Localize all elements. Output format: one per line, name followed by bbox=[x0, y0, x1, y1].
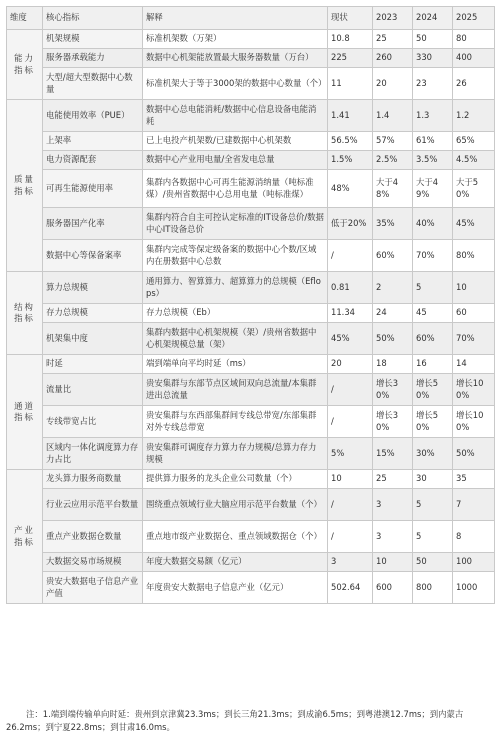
value-2025-cell: 65% bbox=[453, 132, 495, 151]
explanation-cell: 已上电投产机架数/已建数据中心机架数 bbox=[143, 132, 328, 151]
value-2024-cell: 330 bbox=[413, 49, 453, 68]
dimension-cell: 结构指标 bbox=[7, 272, 43, 355]
value-2023-cell: 大于48% bbox=[373, 170, 413, 208]
value-2023-cell: 18 bbox=[373, 355, 413, 374]
indicator-name-cell: 贵安大数据电子信息产业产值 bbox=[43, 572, 143, 604]
value-2025-cell: 大于50% bbox=[453, 170, 495, 208]
value-2024-cell: 70% bbox=[413, 240, 453, 272]
table-row bbox=[7, 30, 495, 49]
dimension-cell: 能力指标 bbox=[7, 30, 43, 100]
value-2025-cell: 增长100% bbox=[453, 406, 495, 438]
indicator-name-cell: 专线带宽占比 bbox=[43, 406, 143, 438]
value-2025-cell: 4.5% bbox=[453, 151, 495, 170]
value-2024-cell: 800 bbox=[413, 572, 453, 604]
value-2023-cell: 60% bbox=[373, 240, 413, 272]
value-2025-cell: 60 bbox=[453, 304, 495, 323]
value-2023-cell: 2 bbox=[373, 272, 413, 304]
value-2025-cell: 26 bbox=[453, 68, 495, 100]
metrics-table bbox=[6, 6, 495, 604]
explanation-cell: 集群内数据中心机架规模（架）/贵州省数据中心机架规模总量（架） bbox=[143, 323, 328, 355]
value-2023-cell: 260 bbox=[373, 49, 413, 68]
current-value-cell: 3 bbox=[328, 553, 373, 572]
current-value-cell: / bbox=[328, 521, 373, 553]
header-2025: 2025 bbox=[453, 7, 495, 30]
explanation-cell: 贵安集群与东部节点区域间双向总流量/本集群进出总流量 bbox=[143, 374, 328, 406]
indicator-name-cell: 可再生能源使用率 bbox=[43, 170, 143, 208]
value-2023-cell: 10 bbox=[373, 553, 413, 572]
current-value-cell: 1.41 bbox=[328, 100, 373, 132]
table-row bbox=[7, 304, 495, 323]
indicator-name-cell: 大型/超大型数据中心数量 bbox=[43, 68, 143, 100]
current-value-cell: 225 bbox=[328, 49, 373, 68]
explanation-cell: 贵安集群与东西部集群间专线总带宽/东部集群对外专线总带宽 bbox=[143, 406, 328, 438]
indicator-name-cell: 数据中心等保备案率 bbox=[43, 240, 143, 272]
indicator-name-cell: 算力总规模 bbox=[43, 272, 143, 304]
indicator-name-cell: 电能使用效率（PUE） bbox=[43, 100, 143, 132]
table-row bbox=[7, 100, 495, 132]
indicator-name-cell: 时延 bbox=[43, 355, 143, 374]
current-value-cell: 5% bbox=[328, 438, 373, 470]
value-2023-cell: 57% bbox=[373, 132, 413, 151]
value-2025-cell: 8 bbox=[453, 521, 495, 553]
dimension-cell: 通道指标 bbox=[7, 355, 43, 470]
explanation-cell: 数据中心总电能消耗/数据中心信息设备电能消耗 bbox=[143, 100, 328, 132]
indicator-name-cell: 服务器承载能力 bbox=[43, 49, 143, 68]
table-row bbox=[7, 355, 495, 374]
table-header-row bbox=[7, 7, 495, 30]
explanation-cell: 通用算力、智算算力、超算算力的总规模（Eflops） bbox=[143, 272, 328, 304]
value-2024-cell: 30 bbox=[413, 470, 453, 489]
table-row bbox=[7, 68, 495, 100]
current-value-cell: 45% bbox=[328, 323, 373, 355]
header-core-indicator: 核心指标 bbox=[43, 7, 143, 30]
header-2024: 2024 bbox=[413, 7, 453, 30]
value-2024-cell: 61% bbox=[413, 132, 453, 151]
table-row bbox=[7, 208, 495, 240]
table-row bbox=[7, 438, 495, 470]
table-row bbox=[7, 406, 495, 438]
value-2025-cell: 400 bbox=[453, 49, 495, 68]
value-2024-cell: 50 bbox=[413, 30, 453, 49]
value-2024-cell: 45 bbox=[413, 304, 453, 323]
value-2024-cell: 23 bbox=[413, 68, 453, 100]
explanation-cell: 贵安集群可调度存力算力存力规模/总算力存力规模 bbox=[143, 438, 328, 470]
current-value-cell: 20 bbox=[328, 355, 373, 374]
explanation-cell: 重点地市级产业数据仓、重点领域数据仓（个） bbox=[143, 521, 328, 553]
value-2024-cell: 3.5% bbox=[413, 151, 453, 170]
value-2024-cell: 60% bbox=[413, 323, 453, 355]
value-2024-cell: 大于49% bbox=[413, 170, 453, 208]
indicator-name-cell: 服务器国产化率 bbox=[43, 208, 143, 240]
value-2025-cell: 14 bbox=[453, 355, 495, 374]
current-value-cell: 11.34 bbox=[328, 304, 373, 323]
value-2025-cell: 50% bbox=[453, 438, 495, 470]
value-2025-cell: 10 bbox=[453, 272, 495, 304]
value-2024-cell: 5 bbox=[413, 272, 453, 304]
explanation-cell: 年度大数据交易额（亿元） bbox=[143, 553, 328, 572]
indicator-name-cell: 重点产业数据仓数量 bbox=[43, 521, 143, 553]
current-value-cell: / bbox=[328, 374, 373, 406]
current-value-cell: 低于20% bbox=[328, 208, 373, 240]
indicator-name-cell: 流量比 bbox=[43, 374, 143, 406]
value-2024-cell: 40% bbox=[413, 208, 453, 240]
indicator-name-cell: 机架集中度 bbox=[43, 323, 143, 355]
value-2024-cell: 50 bbox=[413, 553, 453, 572]
current-value-cell: 10.8 bbox=[328, 30, 373, 49]
header-current: 现状 bbox=[328, 7, 373, 30]
explanation-cell: 集群内完成等保定级备案的数据中心个数/区域内在册数据中心总数 bbox=[143, 240, 328, 272]
table-row bbox=[7, 49, 495, 68]
indicator-name-cell: 大数据交易市场规模 bbox=[43, 553, 143, 572]
current-value-cell: 502.64 bbox=[328, 572, 373, 604]
table-body bbox=[7, 30, 495, 604]
table-row bbox=[7, 521, 495, 553]
value-2025-cell: 70% bbox=[453, 323, 495, 355]
current-value-cell: 56.5% bbox=[328, 132, 373, 151]
indicator-name-cell: 机架规模 bbox=[43, 30, 143, 49]
value-2023-cell: 20 bbox=[373, 68, 413, 100]
value-2023-cell: 15% bbox=[373, 438, 413, 470]
footnote: 注：1.端到端传输单向时延：贵州到京津冀23.3ms；到长三角21.3ms；到成渝6.5ms；到粤港澳12.7ms；到内蒙古26.2ms；到宁夏22.8ms；到甘肃16.0ms。 bbox=[6, 709, 464, 732]
explanation-cell: 存力总规模（Eb） bbox=[143, 304, 328, 323]
current-value-cell: 48% bbox=[328, 170, 373, 208]
value-2023-cell: 3 bbox=[373, 521, 413, 553]
value-2025-cell: 1000 bbox=[453, 572, 495, 604]
value-2024-cell: 5 bbox=[413, 521, 453, 553]
current-value-cell: / bbox=[328, 406, 373, 438]
value-2025-cell: 80 bbox=[453, 30, 495, 49]
explanation-cell: 年度贵安大数据电子信息产业（亿元） bbox=[143, 572, 328, 604]
value-2023-cell: 1.4 bbox=[373, 100, 413, 132]
dimension-cell: 产业指标 bbox=[7, 470, 43, 604]
explanation-cell: 数据中心机架能放置最大服务器数量（万台） bbox=[143, 49, 328, 68]
dimension-cell: 质量指标 bbox=[7, 100, 43, 272]
current-value-cell: 11 bbox=[328, 68, 373, 100]
header-dimension: 维度 bbox=[7, 7, 43, 30]
indicator-name-cell: 电力资源配套 bbox=[43, 151, 143, 170]
value-2025-cell: 35 bbox=[453, 470, 495, 489]
explanation-cell: 集群内各数据中心可再生能源消纳量（吨标准煤）/贵州省数据中心总用电量（吨标准煤） bbox=[143, 170, 328, 208]
indicator-name-cell: 行业云应用示范平台数量 bbox=[43, 489, 143, 521]
value-2025-cell: 100 bbox=[453, 553, 495, 572]
value-2025-cell: 1.2 bbox=[453, 100, 495, 132]
table-row bbox=[7, 470, 495, 489]
explanation-cell: 数据中心产业用电量/全省发电总量 bbox=[143, 151, 328, 170]
value-2023-cell: 25 bbox=[373, 470, 413, 489]
current-value-cell: 0.81 bbox=[328, 272, 373, 304]
current-value-cell: / bbox=[328, 240, 373, 272]
value-2023-cell: 增长30% bbox=[373, 406, 413, 438]
value-2024-cell: 增长50% bbox=[413, 406, 453, 438]
value-2023-cell: 25 bbox=[373, 30, 413, 49]
table-row bbox=[7, 170, 495, 208]
table-row bbox=[7, 489, 495, 521]
value-2023-cell: 35% bbox=[373, 208, 413, 240]
table-row bbox=[7, 151, 495, 170]
table-row bbox=[7, 374, 495, 406]
current-value-cell: 10 bbox=[328, 470, 373, 489]
value-2023-cell: 50% bbox=[373, 323, 413, 355]
value-2024-cell: 增长50% bbox=[413, 374, 453, 406]
table-row bbox=[7, 572, 495, 604]
indicator-name-cell: 上架率 bbox=[43, 132, 143, 151]
explanation-cell: 提供算力服务的龙头企业公司数量（个） bbox=[143, 470, 328, 489]
indicator-name-cell: 存力总规模 bbox=[43, 304, 143, 323]
table-row bbox=[7, 323, 495, 355]
table-row bbox=[7, 272, 495, 304]
table-row bbox=[7, 240, 495, 272]
value-2023-cell: 600 bbox=[373, 572, 413, 604]
value-2024-cell: 16 bbox=[413, 355, 453, 374]
explanation-cell: 标准机架大于等于3000架的数据中心数量（个） bbox=[143, 68, 328, 100]
current-value-cell: 1.5% bbox=[328, 151, 373, 170]
table-row bbox=[7, 132, 495, 151]
indicator-name-cell: 龙头算力服务商数量 bbox=[43, 470, 143, 489]
indicator-name-cell: 区域内一体化调度算力存力占比 bbox=[43, 438, 143, 470]
value-2024-cell: 5 bbox=[413, 489, 453, 521]
value-2023-cell: 2.5% bbox=[373, 151, 413, 170]
value-2023-cell: 增长30% bbox=[373, 374, 413, 406]
value-2025-cell: 7 bbox=[453, 489, 495, 521]
value-2025-cell: 增长100% bbox=[453, 374, 495, 406]
current-value-cell: / bbox=[328, 489, 373, 521]
header-2023: 2023 bbox=[373, 7, 413, 30]
value-2025-cell: 45% bbox=[453, 208, 495, 240]
table-row bbox=[7, 553, 495, 572]
explanation-cell: 集群内符合自主可控认定标准的IT设备总价/数据中心IT设备总价 bbox=[143, 208, 328, 240]
value-2025-cell: 80% bbox=[453, 240, 495, 272]
value-2023-cell: 3 bbox=[373, 489, 413, 521]
header-explanation: 解释 bbox=[143, 7, 328, 30]
value-2023-cell: 24 bbox=[373, 304, 413, 323]
value-2024-cell: 1.3 bbox=[413, 100, 453, 132]
explanation-cell: 围绕重点领域行业大脑应用示范平台数量（个） bbox=[143, 489, 328, 521]
explanation-cell: 端到端单向平均时延（ms） bbox=[143, 355, 328, 374]
explanation-cell: 标准机架数（万架） bbox=[143, 30, 328, 49]
value-2024-cell: 30% bbox=[413, 438, 453, 470]
